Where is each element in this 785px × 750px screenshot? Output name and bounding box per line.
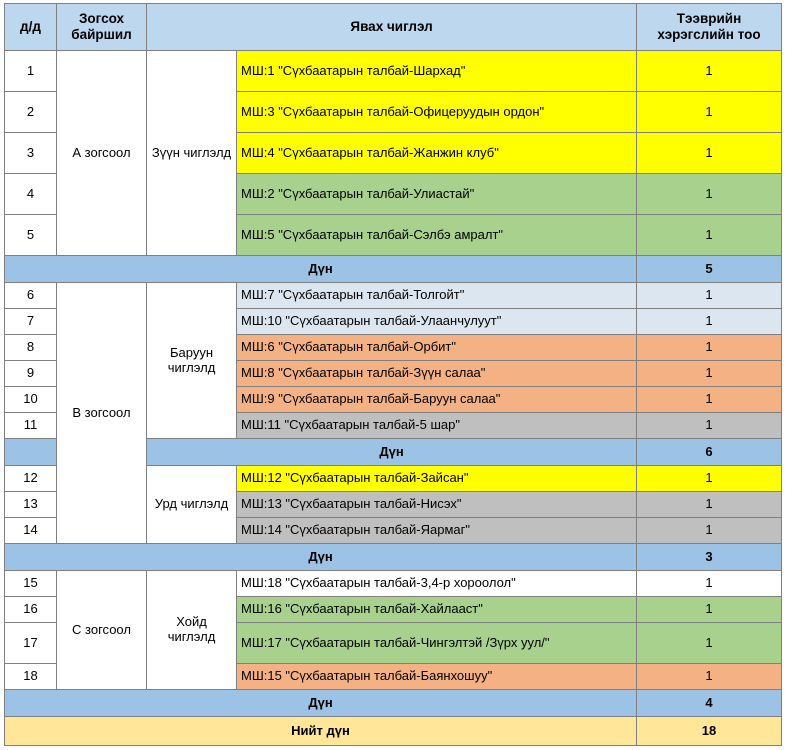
grand-total-value: 18 <box>637 717 782 746</box>
vehicle-count: 1 <box>637 466 782 492</box>
row-index: 13 <box>5 492 57 518</box>
subtotal-value: 3 <box>637 544 782 571</box>
vehicle-count: 1 <box>637 174 782 215</box>
subtotal-value: 5 <box>637 256 782 283</box>
row-index: 15 <box>5 571 57 597</box>
vehicle-count: 1 <box>637 623 782 664</box>
route-name: МШ:8 "Сүхбаатарын талбай-Зүүн салаа" <box>237 361 637 387</box>
row-index: 3 <box>5 133 57 174</box>
row-index: 10 <box>5 387 57 413</box>
vehicle-count: 1 <box>637 413 782 439</box>
route-name: МШ:13 "Сүхбаатарын талбай-Нисэх" <box>237 492 637 518</box>
route-name: МШ:16 "Сүхбаатарын талбай-Хайлааст" <box>237 597 637 623</box>
vehicle-count: 1 <box>637 133 782 174</box>
row-index: 17 <box>5 623 57 664</box>
table-row <box>5 51 782 92</box>
route-name: МШ:2 "Сүхбаатарын талбай-Улиастай" <box>237 174 637 215</box>
direction-label: Зүүн чиглэлд <box>147 51 237 256</box>
vehicle-count: 1 <box>637 571 782 597</box>
subtotal-row <box>5 544 782 571</box>
route-name: МШ:3 "Сүхбаатарын талбай-Офицеруудын ордон" <box>237 92 637 133</box>
row-index: 5 <box>5 215 57 256</box>
row-index: 16 <box>5 597 57 623</box>
row-index: 9 <box>5 361 57 387</box>
route-name: МШ:9 "Сүхбаатарын талбай-Баруун салаа" <box>237 387 637 413</box>
direction-label: Хойд чиглэлд <box>147 571 237 690</box>
vehicle-count: 1 <box>637 492 782 518</box>
stop-location: В зогсоол <box>57 283 147 544</box>
vehicle-count: 1 <box>637 283 782 309</box>
subtotal-label: Дүн <box>147 439 637 466</box>
subtotal-row <box>5 256 782 283</box>
row-index: 12 <box>5 466 57 492</box>
subtotal-value: 4 <box>637 690 782 717</box>
route-name: МШ:11 "Сүхбаатарын талбай-5 шар" <box>237 413 637 439</box>
row-index: 6 <box>5 283 57 309</box>
vehicle-count: 1 <box>637 387 782 413</box>
vehicle-count: 1 <box>637 664 782 690</box>
row-index: 2 <box>5 92 57 133</box>
vehicle-count: 1 <box>637 309 782 335</box>
table-body <box>5 51 782 746</box>
header-count: Тээврийн хэрэгслийн тоо <box>637 4 782 51</box>
route-name: МШ:17 "Сүхбаатарын талбай-Чингэлтэй /Зүрх уул/" <box>237 623 637 664</box>
bus-schedule-table <box>4 3 782 746</box>
subtotal-label: Дүн <box>5 256 637 283</box>
vehicle-count: 1 <box>637 361 782 387</box>
stop-location: С зогсоол <box>57 571 147 690</box>
route-name: МШ:18 "Сүхбаатарын талбай-3,4-р хороолол" <box>237 571 637 597</box>
route-name: МШ:15 "Сүхбаатарын талбай-Баянхошуу" <box>237 664 637 690</box>
header-stop: Зогсох байршил <box>57 4 147 51</box>
route-name: МШ:6 "Сүхбаатарын талбай-Орбит" <box>237 335 637 361</box>
direction-label: Баруун чиглэлд <box>147 283 237 439</box>
vehicle-count: 1 <box>637 92 782 133</box>
route-name: МШ:14 "Сүхбаатарын талбай-Яармаг" <box>237 518 637 544</box>
route-name: МШ:10 "Сүхбаатарын талбай-Улаанчулуут" <box>237 309 637 335</box>
table-header <box>5 4 782 51</box>
row-index: 7 <box>5 309 57 335</box>
table-row <box>5 571 782 597</box>
row-index: 11 <box>5 413 57 439</box>
row-index: 18 <box>5 664 57 690</box>
stop-location: А зогсоол <box>57 51 147 256</box>
row-index: 4 <box>5 174 57 215</box>
route-name: МШ:5 "Сүхбаатарын талбай-Сэлбэ амралт" <box>237 215 637 256</box>
grand-total-label: Нийт дүн <box>5 717 637 746</box>
route-name: МШ:1 "Сүхбаатарын талбай-Шархад" <box>237 51 637 92</box>
route-name: МШ:7 "Сүхбаатарын талбай-Толгойт" <box>237 283 637 309</box>
vehicle-count: 1 <box>637 597 782 623</box>
row-index: 8 <box>5 335 57 361</box>
vehicle-count: 1 <box>637 518 782 544</box>
direction-label: Урд чиглэлд <box>147 466 237 544</box>
subtotal-label: Дүн <box>5 690 637 717</box>
header-direction: Явах чиглэл <box>147 4 637 51</box>
route-name: МШ:4 "Сүхбаатарын талбай-Жанжин клуб" <box>237 133 637 174</box>
header-index: д/д <box>5 4 57 51</box>
header-row <box>5 4 782 51</box>
route-name: МШ:12 "Сүхбаатарын талбай-Зайсан" <box>237 466 637 492</box>
vehicle-count: 1 <box>637 215 782 256</box>
subtotal-label: Дүн <box>5 544 637 571</box>
subtotal-row <box>5 690 782 717</box>
grand-total-row <box>5 717 782 746</box>
subtotal-spacer <box>5 439 57 466</box>
subtotal-value: 6 <box>637 439 782 466</box>
vehicle-count: 1 <box>637 335 782 361</box>
row-index: 14 <box>5 518 57 544</box>
table-row <box>5 283 782 309</box>
row-index: 1 <box>5 51 57 92</box>
vehicle-count: 1 <box>637 51 782 92</box>
